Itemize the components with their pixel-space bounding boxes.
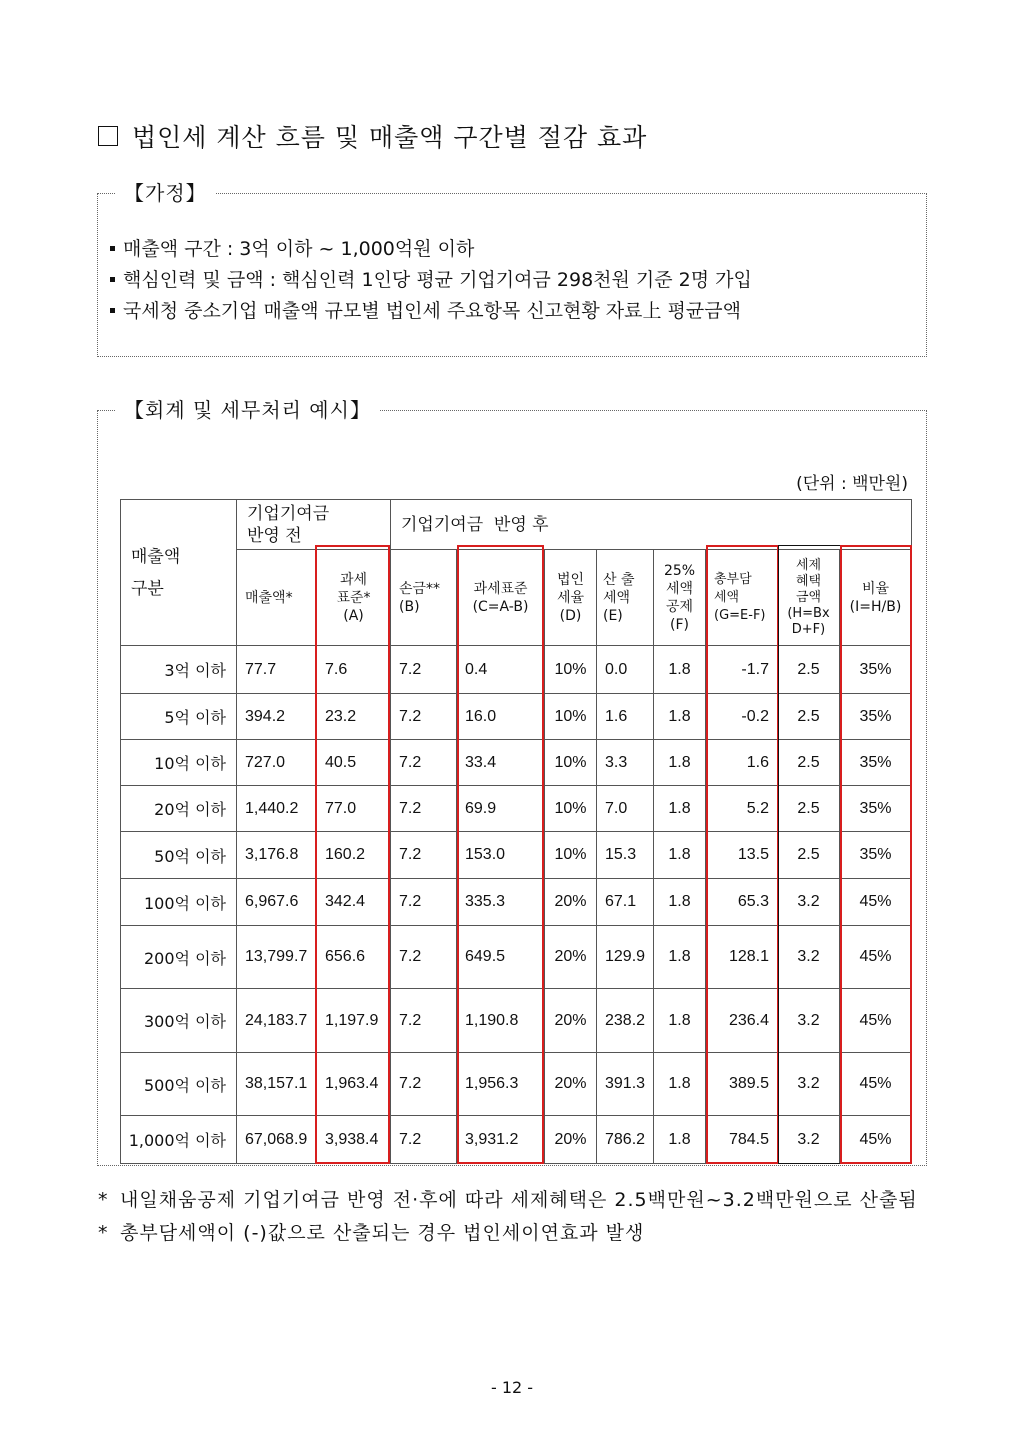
cell-tax-base-a: 656.6 <box>317 926 391 989</box>
cell-benefit: 3.2 <box>778 879 840 926</box>
header-credit: 25% 세액 공제 (F) <box>654 550 706 646</box>
list-item: 국세청 중소기업 매출액 규모별 법인세 주요항목 신고현황 자료上 평균금액 <box>110 296 752 327</box>
cell-credit: 1.8 <box>654 926 706 989</box>
cell-calc-tax: 67.1 <box>597 879 654 926</box>
table-row <box>121 646 912 694</box>
footnote: * 내일채움공제 기업기여금 반영 전·후에 따라 세제혜택은 2.5백만원~3.2백만원으로 산출됨 <box>98 1189 918 1211</box>
cell-sales: 77.7 <box>237 646 317 694</box>
cell-benefit: 3.2 <box>778 1053 840 1116</box>
cell-benefit: 3.2 <box>778 926 840 989</box>
header-deductible: 손금** (B) <box>391 550 457 646</box>
footnote: * 총부담세액이 (-)값으로 산출되는 경우 법인세이연효과 발생 <box>98 1222 645 1244</box>
footnotes <box>98 1184 930 1250</box>
cell-sales: 6,967.6 <box>237 879 317 926</box>
cell-credit: 1.8 <box>654 1053 706 1116</box>
cell-credit: 1.8 <box>654 1116 706 1164</box>
cell-rate: 20% <box>545 879 597 926</box>
cell-benefit: 2.5 <box>778 646 840 694</box>
assumption-legend: 【가정】 <box>116 177 215 206</box>
cell-ratio: 45% <box>840 1053 912 1116</box>
cell-tax-base-c: 3,931.2 <box>457 1116 545 1164</box>
header-sales: 매출액* <box>237 550 317 646</box>
row-group: 100억 이하 <box>121 879 237 926</box>
cell-tax-base-a: 3,938.4 <box>317 1116 391 1164</box>
cell-sales: 3,176.8 <box>237 832 317 879</box>
cell-tax-base-a: 1,963.4 <box>317 1053 391 1116</box>
cell-deductible: 7.2 <box>391 879 457 926</box>
cell-total-tax: 5.2 <box>706 786 778 832</box>
cell-benefit: 3.2 <box>778 1116 840 1164</box>
cell-sales: 727.0 <box>237 740 317 786</box>
row-group: 5억 이하 <box>121 694 237 740</box>
cell-deductible: 7.2 <box>391 740 457 786</box>
list-item: 매출액 구간 : 3억 이하 ~ 1,000억원 이하 <box>110 234 752 265</box>
table-row <box>121 989 912 1053</box>
header-rate: 법인 세율 (D) <box>545 550 597 646</box>
example-legend: 【회계 및 세무처리 예시】 <box>116 394 379 423</box>
cell-sales: 24,183.7 <box>237 989 317 1053</box>
cell-credit: 1.8 <box>654 694 706 740</box>
cell-tax-base-c: 0.4 <box>457 646 545 694</box>
header-ratio: 비율 (I=H/B) <box>840 550 912 646</box>
cell-total-tax: 13.5 <box>706 832 778 879</box>
header-benefit: 세제 혜택 금액 (H=Bx D+F) <box>778 550 840 646</box>
cell-benefit: 2.5 <box>778 832 840 879</box>
cell-rate: 20% <box>545 926 597 989</box>
cell-total-tax: 389.5 <box>706 1053 778 1116</box>
cell-benefit: 2.5 <box>778 786 840 832</box>
cell-calc-tax: 7.0 <box>597 786 654 832</box>
table-row <box>121 740 912 786</box>
cell-deductible: 7.2 <box>391 989 457 1053</box>
table-row <box>121 694 912 740</box>
cell-tax-base-a: 23.2 <box>317 694 391 740</box>
cell-sales: 13,799.7 <box>237 926 317 989</box>
cell-ratio: 35% <box>840 646 912 694</box>
cell-credit: 1.8 <box>654 989 706 1053</box>
page-title <box>98 118 647 154</box>
cell-rate: 10% <box>545 786 597 832</box>
cell-tax-base-c: 153.0 <box>457 832 545 879</box>
table-row <box>121 1053 912 1116</box>
cell-ratio: 35% <box>840 740 912 786</box>
cell-tax-base-a: 77.0 <box>317 786 391 832</box>
bullet-square-icon <box>110 308 115 313</box>
list-item: 핵심인력 및 금액 : 핵심인력 1인당 평균 기업기여금 298천원 기준 2명 가입 <box>110 265 752 296</box>
cell-rate: 10% <box>545 694 597 740</box>
cell-benefit: 2.5 <box>778 694 840 740</box>
cell-ratio: 45% <box>840 989 912 1053</box>
cell-rate: 10% <box>545 832 597 879</box>
revenue-group-header: 매출액 구분 <box>121 500 237 646</box>
cell-deductible: 7.2 <box>391 1053 457 1116</box>
cell-sales: 1,440.2 <box>237 786 317 832</box>
row-group: 10억 이하 <box>121 740 237 786</box>
cell-tax-base-c: 69.9 <box>457 786 545 832</box>
cell-ratio: 45% <box>840 926 912 989</box>
bullet-square-icon <box>110 277 115 282</box>
header-tax-base-a: 과세 표준* (A) <box>317 550 391 646</box>
cell-total-tax: 65.3 <box>706 879 778 926</box>
cell-calc-tax: 391.3 <box>597 1053 654 1116</box>
cell-tax-base-a: 342.4 <box>317 879 391 926</box>
cell-benefit: 2.5 <box>778 740 840 786</box>
cell-tax-base-c: 649.5 <box>457 926 545 989</box>
cell-rate: 10% <box>545 740 597 786</box>
cell-tax-base-c: 33.4 <box>457 740 545 786</box>
cell-ratio: 35% <box>840 694 912 740</box>
cell-tax-base-a: 7.6 <box>317 646 391 694</box>
header-tax-base-c: 과세표준 (C=A-B) <box>457 550 545 646</box>
cell-rate: 20% <box>545 1053 597 1116</box>
cell-deductible: 7.2 <box>391 694 457 740</box>
table-row <box>121 926 912 989</box>
table-row <box>121 879 912 926</box>
cell-calc-tax: 238.2 <box>597 989 654 1053</box>
cell-tax-base-c: 335.3 <box>457 879 545 926</box>
row-group: 50억 이하 <box>121 832 237 879</box>
row-group: 500억 이하 <box>121 1053 237 1116</box>
cell-total-tax: 236.4 <box>706 989 778 1053</box>
table-row <box>121 832 912 879</box>
cell-calc-tax: 3.3 <box>597 740 654 786</box>
cell-tax-base-a: 1,197.9 <box>317 989 391 1053</box>
cell-credit: 1.8 <box>654 879 706 926</box>
page-title-text: 법인세 계산 흐름 및 매출액 구간별 절감 효과 <box>132 123 648 152</box>
cell-total-tax: 784.5 <box>706 1116 778 1164</box>
row-group: 3억 이하 <box>121 646 237 694</box>
cell-tax-base-c: 1,190.8 <box>457 989 545 1053</box>
header-calc-tax: 산 출 세액 (E) <box>597 550 654 646</box>
cell-tax-base-c: 16.0 <box>457 694 545 740</box>
cell-rate: 10% <box>545 646 597 694</box>
checkbox-square-icon <box>98 126 118 146</box>
after-group-header: 기업기여금 반영 후 <box>391 500 912 550</box>
bullet-square-icon <box>110 246 115 251</box>
row-group: 300억 이하 <box>121 989 237 1053</box>
table-row <box>121 1116 912 1164</box>
cell-calc-tax: 15.3 <box>597 832 654 879</box>
cell-sales: 38,157.1 <box>237 1053 317 1116</box>
cell-rate: 20% <box>545 1116 597 1164</box>
cell-ratio: 45% <box>840 1116 912 1164</box>
cell-ratio: 45% <box>840 879 912 926</box>
before-group-header: 기업기여금 반영 전 <box>237 500 391 550</box>
cell-credit: 1.8 <box>654 740 706 786</box>
row-group: 20억 이하 <box>121 786 237 832</box>
cell-tax-base-a: 40.5 <box>317 740 391 786</box>
cell-deductible: 7.2 <box>391 646 457 694</box>
cell-ratio: 35% <box>840 786 912 832</box>
cell-total-tax: -1.7 <box>706 646 778 694</box>
table-body <box>121 646 912 1164</box>
table-row <box>121 786 912 832</box>
cell-rate: 20% <box>545 989 597 1053</box>
assumption-box <box>97 181 927 357</box>
cell-sales: 394.2 <box>237 694 317 740</box>
cell-total-tax: 1.6 <box>706 740 778 786</box>
cell-tax-base-c: 1,956.3 <box>457 1053 545 1116</box>
row-group: 1,000억 이하 <box>121 1116 237 1164</box>
cell-deductible: 7.2 <box>391 1116 457 1164</box>
cell-deductible: 7.2 <box>391 832 457 879</box>
cell-credit: 1.8 <box>654 786 706 832</box>
example-box <box>97 398 927 1166</box>
cell-credit: 1.8 <box>654 646 706 694</box>
cell-deductible: 7.2 <box>391 786 457 832</box>
cell-tax-base-a: 160.2 <box>317 832 391 879</box>
header-total-tax: 총부담 세액 (G=E-F) <box>706 550 778 646</box>
tax-table <box>120 499 912 1164</box>
cell-calc-tax: 0.0 <box>597 646 654 694</box>
cell-benefit: 3.2 <box>778 989 840 1053</box>
cell-ratio: 35% <box>840 832 912 879</box>
cell-deductible: 7.2 <box>391 926 457 989</box>
cell-total-tax: -0.2 <box>706 694 778 740</box>
row-group: 200억 이하 <box>121 926 237 989</box>
cell-sales: 67,068.9 <box>237 1116 317 1164</box>
unit-label: (단위 : 백만원) <box>796 474 908 494</box>
cell-calc-tax: 786.2 <box>597 1116 654 1164</box>
assumption-list <box>110 234 752 327</box>
cell-credit: 1.8 <box>654 832 706 879</box>
cell-calc-tax: 129.9 <box>597 926 654 989</box>
cell-calc-tax: 1.6 <box>597 694 654 740</box>
page-number: - 12 - <box>490 1378 534 1397</box>
cell-total-tax: 128.1 <box>706 926 778 989</box>
